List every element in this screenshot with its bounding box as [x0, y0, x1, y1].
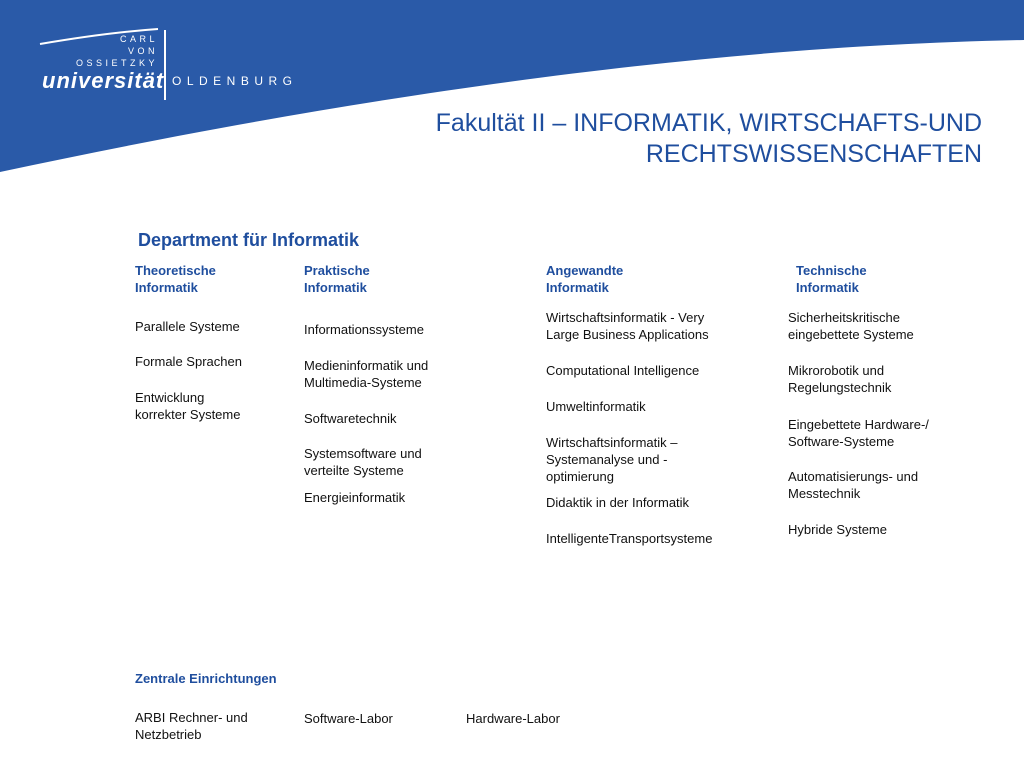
logo-von: VON: [127, 46, 158, 56]
list-item: Eingebettete Hardware-/ Software-Systeme: [788, 417, 929, 449]
list-item: Umweltinformatik: [546, 399, 646, 414]
column-heading-theoretische: Theoretische Informatik: [135, 263, 216, 295]
logo-ossietzky: OSSIETZKY: [75, 58, 158, 68]
list-item: Hardware-Labor: [466, 711, 560, 726]
list-item: Wirtschaftsinformatik – Systemanalyse und - optimierung: [546, 435, 678, 484]
central-facilities-title: Zentrale Einrichtungen: [135, 671, 277, 686]
logo-carl: CARL: [119, 34, 158, 44]
logo-divider: [164, 30, 166, 100]
list-item: Medieninformatik und Multimedia-Systeme: [304, 358, 429, 390]
column-heading-praktische: Praktische Informatik: [304, 263, 370, 295]
list-item: Informationssysteme: [304, 322, 424, 337]
list-item: Computational Intelligence: [546, 363, 700, 378]
page-title: Fakultät II – INFORMATIK, WIRTSCHAFTS-UND RECHTSWISSENSCHAFTEN: [435, 109, 982, 168]
list-item: Mikrorobotik und Regelungstechnik: [788, 363, 892, 395]
list-item: Didaktik in der Informatik: [546, 495, 690, 510]
logo-oldenburg: OLDENBURG: [172, 74, 298, 88]
column-heading-angewandte: Angewandte Informatik: [546, 263, 624, 295]
header-band: [0, 0, 1024, 200]
list-item: Softwaretechnik: [304, 411, 397, 426]
list-item: Energieinformatik: [304, 490, 406, 505]
list-item: Parallele Systeme: [135, 319, 240, 334]
list-item: Entwicklung korrekter Systeme: [135, 390, 241, 422]
department-title: Department für Informatik: [138, 230, 360, 250]
list-item: Automatisierungs- und Messtechnik: [788, 469, 919, 501]
list-item: ARBI Rechner- und Netzbetrieb: [135, 710, 248, 742]
list-item: Wirtschaftsinformatik - Very Large Business Applications: [546, 310, 709, 342]
logo-universitaet: universität: [42, 68, 165, 93]
list-item: Software-Labor: [304, 711, 393, 726]
list-item: IntelligenteTransportsysteme: [546, 531, 713, 546]
list-item: Systemsoftware und verteilte Systeme: [304, 446, 422, 478]
list-item: Sicherheitskritische eingebettete Systeme: [788, 310, 914, 342]
column-heading-technische: Technische Informatik: [796, 263, 867, 295]
list-item: Hybride Systeme: [788, 522, 887, 537]
list-item: Formale Sprachen: [135, 354, 242, 369]
